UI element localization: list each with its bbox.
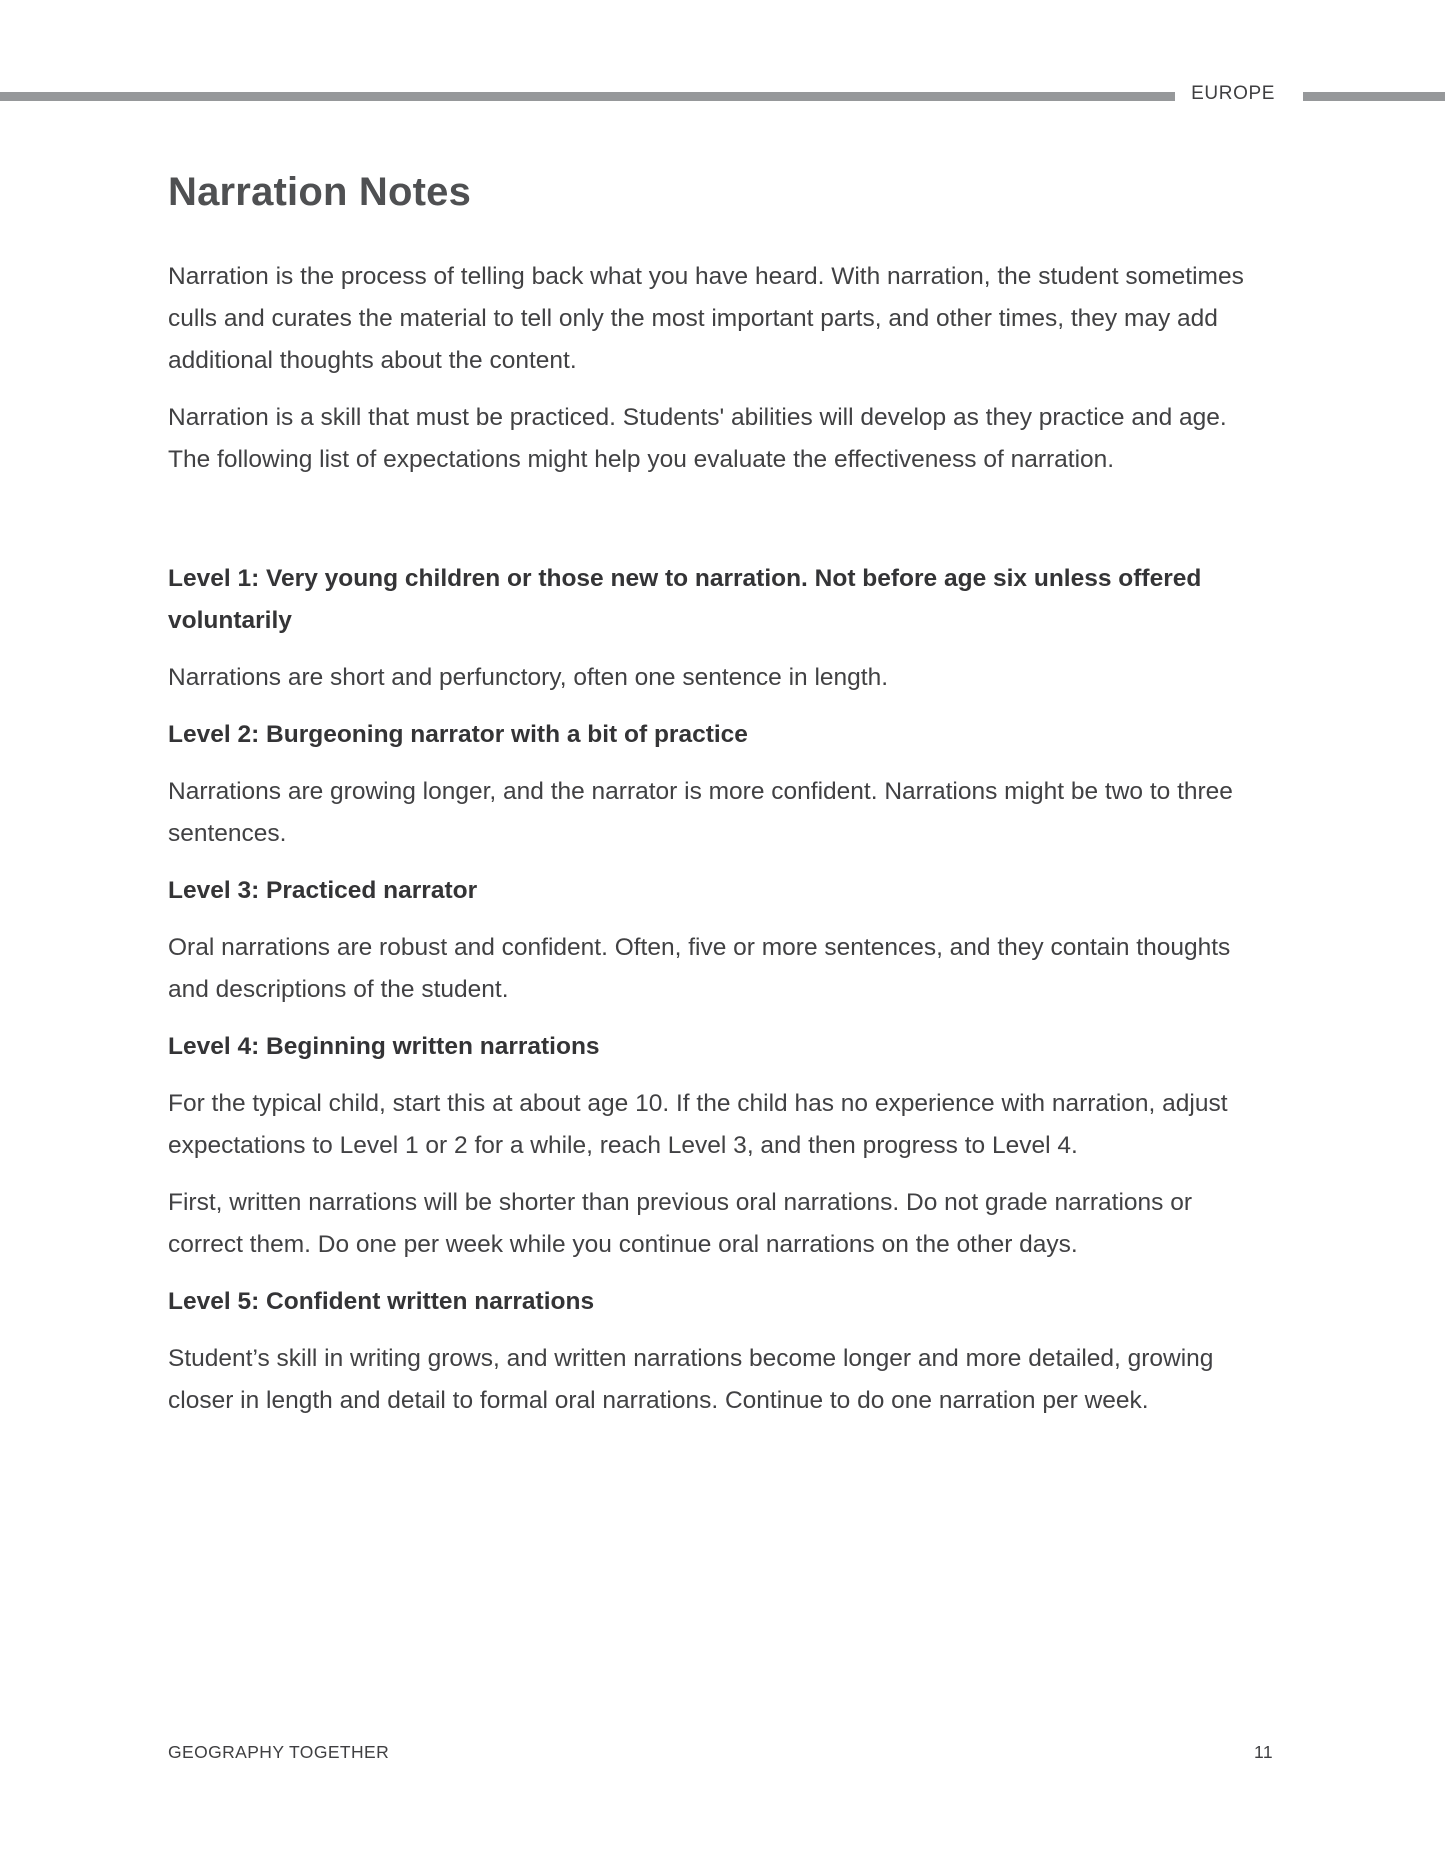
level-2-paragraph: Narrations are growing longer, and the narrator is more confident. Narrations might be two to three sentences.: [168, 778, 1233, 847]
header-section-label: EUROPE: [1191, 83, 1275, 104]
level-1-heading: Level 1: Very young children or those new to narration. Not before age six unless offered voluntarily: [168, 565, 1202, 634]
header-rule-right-segment: [1303, 92, 1445, 101]
footer-page-number: 11: [1254, 1742, 1273, 1762]
level-1-paragraph: Narrations are short and perfunctory, often one sentence in length.: [168, 664, 889, 691]
intro-paragraph-2: Narration is a skill that must be practiced. Students' abilities will develop as they practice and age. The following list of expectations might help you evaluate the effectiveness of narration.: [168, 404, 1227, 473]
level-4-heading: Level 4: Beginning written narrations: [168, 1033, 600, 1060]
level-4-paragraph-1: For the typical child, start this at about age 10. If the child has no experience with narration, adjust expectations to Level 1 or 2 for a while, reach Level 3, and then progress to Level 4.: [168, 1090, 1228, 1159]
level-5-heading: Level 5: Confident written narrations: [168, 1288, 595, 1315]
level-5-paragraph: Student’s skill in writing grows, and written narrations become longer and more detailed, growing closer in length and detail to formal oral narrations. Continue to do one narration per week.: [168, 1345, 1214, 1414]
footer-book-title: GEOGRAPHY TOGETHER: [168, 1742, 390, 1762]
content-column: [168, 0, 1273, 1437]
level-3-heading: Level 3: Practiced narrator: [168, 877, 478, 904]
page-title: Narration Notes: [168, 170, 472, 214]
level-3-paragraph: Oral narrations are robust and confident. Often, five or more sentences, and they contain thoughts and descriptions of the student.: [168, 934, 1231, 1003]
intro-paragraph-1: Narration is the process of telling back what you have heard. With narration, the student sometimes culls and curates the material to tell only the most important parts, and other times, they may add additional thoughts about the content.: [168, 263, 1244, 374]
level-2-heading: Level 2: Burgeoning narrator with a bit of practice: [168, 721, 748, 748]
footer: [168, 1742, 1273, 1763]
level-4-paragraph-2: First, written narrations will be shorter than previous oral narrations. Do not grade narrations or correct them. Do one per week while you continue oral narrations on the other days.: [168, 1189, 1193, 1258]
